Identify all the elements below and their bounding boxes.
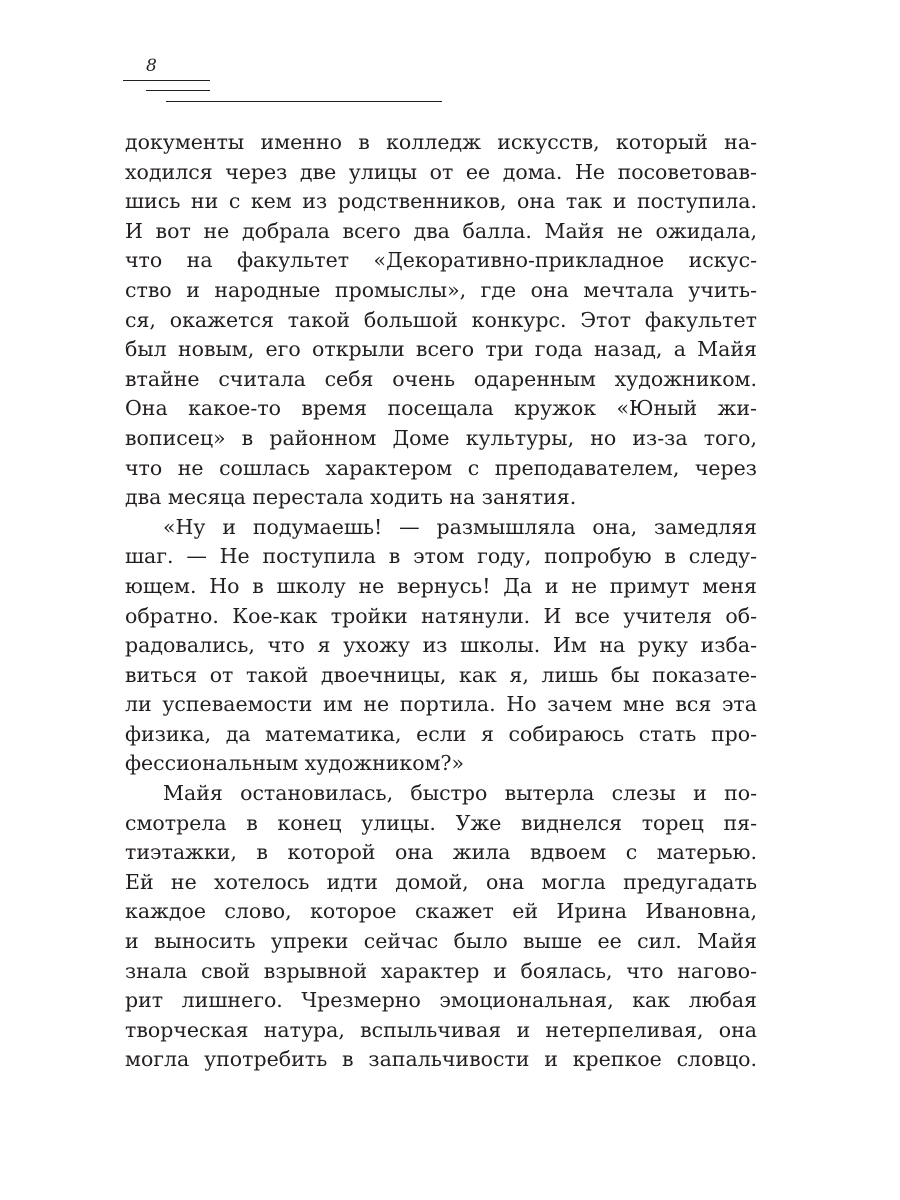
text-line: рит лишнего. Чрезмерно эмоциональная, как любая xyxy=(125,988,757,1013)
text-line: вописец» в районном Доме культуры, но из-за того, xyxy=(125,425,757,450)
header-rule-top xyxy=(123,80,210,81)
text-line: втайне считала себя очень одаренным художником. xyxy=(125,366,757,391)
body-text xyxy=(125,128,757,1075)
text-line: шаг. — Не поступила в этом году, попробую в следу- xyxy=(125,544,757,569)
text-line: Она какое-то время посещала кружок «Юный жи- xyxy=(125,396,757,421)
text-line: ство и народные промыслы», где она мечтала учить- xyxy=(125,277,757,302)
text-line: обратно. Кое-как тройки натянули. И все учителя об- xyxy=(125,603,757,628)
text-line: шись ни с кем из родственников, она так и поступила. xyxy=(125,189,757,214)
text-line: могла употребить в запальчивости и крепкое словцо. xyxy=(125,1047,757,1072)
text-line: физика, да математика, если я собираюсь стать про- xyxy=(125,721,757,746)
text-line: И вот не добрала всего два балла. Майя не ожидала, xyxy=(125,218,757,243)
text-line: ющем. Но в школу не вернусь! Да и не примут меня xyxy=(125,573,757,598)
header-rule-long xyxy=(166,101,442,102)
text-line: ходился через две улицы от ее дома. Не посоветовав- xyxy=(125,159,757,184)
text-line: смотрела в конец улицы. Уже виднелся торец пя- xyxy=(125,810,757,835)
text-line: два месяца перестала ходить на занятия. xyxy=(125,485,577,510)
paragraph xyxy=(125,513,757,779)
text-line: что не сошлась характером с преподавателем, через xyxy=(125,455,757,480)
text-line: Ей не хотелось идти домой, она могла предугадать xyxy=(125,869,757,894)
text-line: тиэтажки, в которой она жила вдвоем с матерью. xyxy=(125,840,757,865)
text-line: радовались, что я ухожу из школы. Им на руку изба- xyxy=(125,633,757,658)
text-line: виться от такой двоечницы, как я, лишь бы показате- xyxy=(125,662,757,687)
text-line: ся, окажется такой большой конкурс. Этот факультет xyxy=(125,307,757,332)
text-line: ли успеваемости им не портила. Но зачем мне вся эта xyxy=(125,692,757,717)
text-line: знала свой взрывной характер и боялась, что нагово- xyxy=(125,958,757,983)
header-rule-middle xyxy=(146,90,210,91)
text-line: Майя остановилась, быстро вытерла слезы и по- xyxy=(163,781,757,806)
text-line: что на факультет «Декоративно-прикладное искус- xyxy=(125,248,757,273)
page-number: 8 xyxy=(146,56,157,76)
text-line: и выносить упреки сейчас было выше ее сил. Майя xyxy=(125,929,757,954)
text-line: каждое слово, которое скажет ей Ирина Ивановна, xyxy=(125,899,757,924)
paragraph xyxy=(125,779,757,1075)
text-line: «Ну и подумаешь! — размышляла она, замедляя xyxy=(163,514,757,539)
text-line: творческая натура, вспыльчивая и нетерпеливая, она xyxy=(125,1017,757,1042)
text-line: фессиональным художником?» xyxy=(125,751,465,776)
paragraph xyxy=(125,128,757,513)
text-line: документы именно в колледж искусств, который на- xyxy=(125,130,757,154)
text-line: был новым, его открыли всего три года назад, а Майя xyxy=(125,337,757,362)
